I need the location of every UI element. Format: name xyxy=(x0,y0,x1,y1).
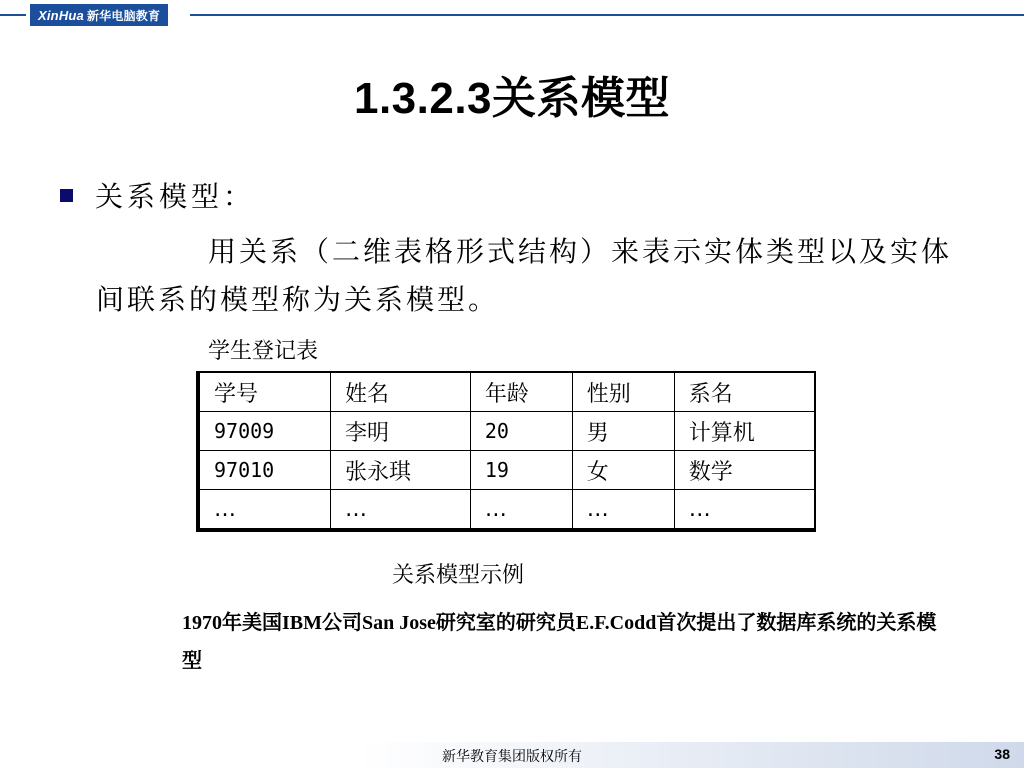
brand-latin: XinHua xyxy=(38,7,84,23)
square-bullet-icon xyxy=(60,189,73,202)
header-bar xyxy=(0,0,1024,30)
table-cell: 19 xyxy=(470,451,572,490)
figure-caption: 关系模型示例 xyxy=(392,563,525,588)
table-cell: 李明 xyxy=(330,412,470,451)
header-cell: 性别 xyxy=(572,372,674,412)
copyright-text: 新华教育集团版权所有 xyxy=(442,749,582,765)
table-cell: … xyxy=(470,490,572,531)
brand-cn: 新华电脑教育 xyxy=(86,8,161,23)
header-rule-left xyxy=(0,14,26,16)
table-cell: 男 xyxy=(572,412,674,451)
table-cell: 数学 xyxy=(674,451,815,490)
table-row xyxy=(198,490,815,531)
table-cell: … xyxy=(198,490,330,531)
student-registration-table xyxy=(196,371,816,532)
header-cell: 系名 xyxy=(674,372,815,412)
bullet-text: 关系模型： xyxy=(95,180,256,213)
definition-paragraph: 用关系（二维表格形式结构）来表示实体类型以及实体间联系的模型称为关系模型。 xyxy=(96,235,953,316)
table-caption: 学生登记表 xyxy=(208,339,319,364)
table-cell: … xyxy=(674,490,815,531)
header-rule-right xyxy=(190,14,1024,16)
table-cell: 97009 xyxy=(198,412,330,451)
brand-logo xyxy=(30,4,168,26)
table-cell: 女 xyxy=(572,451,674,490)
table-row xyxy=(198,412,815,451)
header-cell: 年龄 xyxy=(470,372,572,412)
table-cell: … xyxy=(572,490,674,531)
history-note: 1970年美国IBM公司San Jose研究室的研究员E.F.Codd首次提出了数据库系统的关系模型 xyxy=(182,612,937,672)
table-cell: 97010 xyxy=(198,451,330,490)
table-row xyxy=(198,451,815,490)
table-cell: 张永琪 xyxy=(330,451,470,490)
table-cell: 20 xyxy=(470,412,572,451)
footer-bar xyxy=(0,742,1024,768)
header-cell: 学号 xyxy=(198,372,330,412)
table-cell: … xyxy=(330,490,470,531)
page-number: 38 xyxy=(994,746,1010,762)
header-cell: 姓名 xyxy=(330,372,470,412)
table-cell: 计算机 xyxy=(674,412,815,451)
bullet-item xyxy=(60,175,255,215)
slide-title: 1.3.2.3关系模型 xyxy=(353,74,671,123)
table-header-row xyxy=(198,372,815,412)
